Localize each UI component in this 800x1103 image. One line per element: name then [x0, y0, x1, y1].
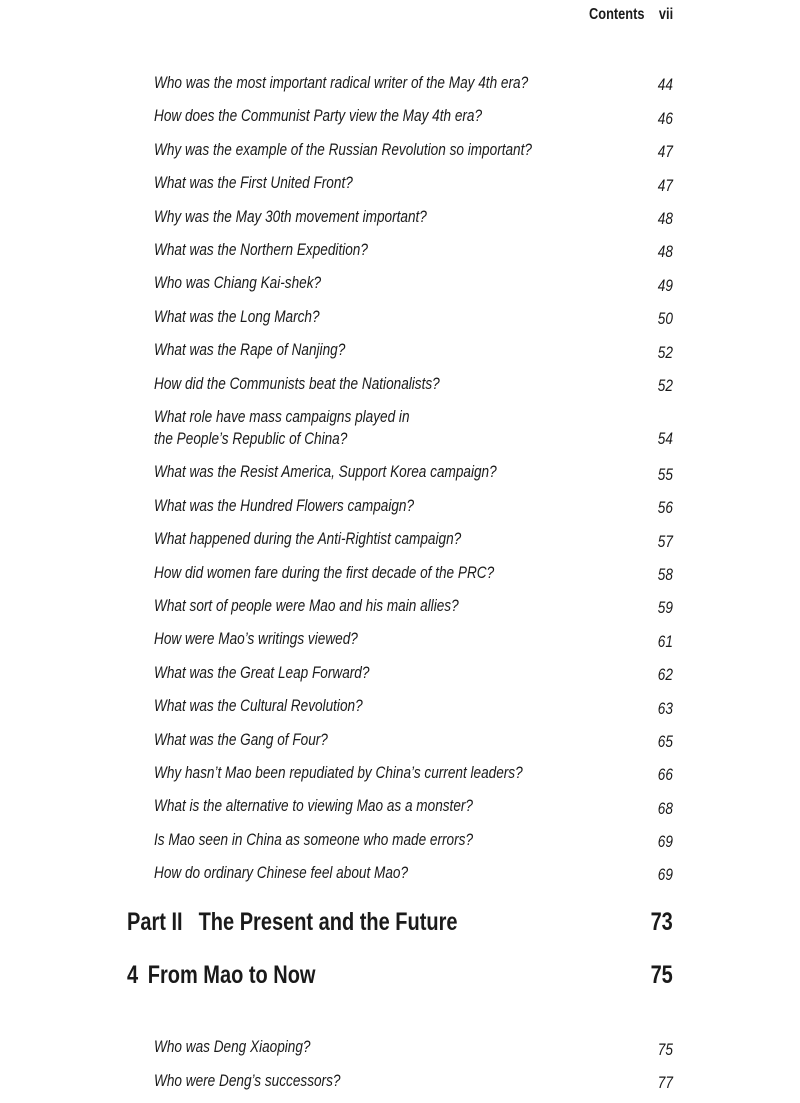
- entry-question: [154, 628, 358, 650]
- entry-question: [154, 172, 353, 194]
- chapter-title: From Mao to Now: [147, 961, 316, 990]
- entry-question: [154, 139, 532, 161]
- entry-question-line: What was the Long March?: [154, 306, 320, 326]
- toc-entry[interactable]: [0, 139, 800, 172]
- entry-question: [154, 1070, 340, 1092]
- entry-page-number: 77: [657, 1073, 673, 1093]
- entry-page-number: 66: [657, 765, 673, 785]
- table-of-contents: [0, 72, 800, 1103]
- entry-question: [154, 862, 408, 884]
- entry-page-number: 68: [657, 798, 673, 818]
- entry-question-line: What was the Great Leap Forward?: [154, 662, 370, 682]
- entry-question-line: What sort of people were Mao and his main allies?: [154, 595, 459, 615]
- toc-entry[interactable]: [0, 1070, 800, 1103]
- page-number: vii: [658, 6, 673, 23]
- toc-entry[interactable]: [0, 1036, 800, 1069]
- toc-entry[interactable]: [0, 105, 800, 138]
- part-page: 73: [650, 908, 673, 937]
- entry-question-line: Why was the example of the Russian Revolution so important?: [154, 139, 532, 159]
- toc-entry[interactable]: [0, 595, 800, 628]
- entry-page-number: 63: [657, 698, 673, 718]
- entry-question: [154, 272, 321, 294]
- entry-question-line: What is the alternative to viewing Mao as a monster?: [154, 796, 473, 816]
- entry-page-number: 54: [657, 429, 673, 449]
- entry-question-line: What happened during the Anti-Rightist campaign?: [154, 529, 462, 549]
- running-header: [589, 6, 673, 24]
- entry-page-number: 69: [657, 865, 673, 885]
- entry-question-line: Who was Deng Xiaoping?: [154, 1037, 311, 1057]
- entry-question-line: How did women fare during the first decade of the PRC?: [154, 562, 495, 582]
- entry-page-number: 47: [657, 175, 673, 195]
- entry-page-number: 47: [657, 142, 673, 162]
- entry-list: [0, 1036, 800, 1103]
- toc-entry[interactable]: [0, 239, 800, 272]
- part-title: The Present and the Future: [198, 908, 458, 937]
- entry-page-number: 48: [657, 242, 673, 262]
- entry-question: [154, 406, 410, 450]
- entry-question: [154, 729, 328, 751]
- entry-question: [154, 1036, 311, 1058]
- toc-entry[interactable]: [0, 495, 800, 528]
- entry-question-line: How do ordinary Chinese feel about Mao?: [154, 863, 409, 883]
- entry-page-number: 52: [657, 375, 673, 395]
- entry-page-number: 57: [657, 531, 673, 551]
- entry-page-number: 48: [657, 208, 673, 228]
- toc-entry[interactable]: [0, 206, 800, 239]
- entry-question-line: Why hasn’t Mao been repudiated by China’s current leaders?: [154, 762, 523, 782]
- toc-entry[interactable]: [0, 528, 800, 561]
- entry-page-number: 56: [657, 498, 673, 518]
- entry-question-line: What was the Gang of Four?: [154, 729, 328, 749]
- entry-question-line: What was the Northern Expedition?: [154, 239, 368, 259]
- entry-question: [154, 306, 320, 328]
- entry-question: [154, 795, 473, 817]
- toc-entry[interactable]: [0, 562, 800, 595]
- toc-entry[interactable]: [0, 729, 800, 762]
- entry-page-number: 69: [657, 832, 673, 852]
- chapter-page: 75: [650, 961, 673, 990]
- entry-question: [154, 206, 427, 228]
- entry-question: [154, 461, 497, 483]
- toc-entry[interactable]: [0, 662, 800, 695]
- entry-question-line: Who was Chiang Kai-shek?: [154, 273, 322, 293]
- toc-entry[interactable]: [0, 829, 800, 862]
- entry-question-line: Is Mao seen in China as someone who made errors?: [154, 829, 474, 849]
- part-heading: [0, 908, 800, 986]
- entry-question: [154, 239, 368, 261]
- entry-question-line: the People’s Republic of China?: [154, 428, 348, 448]
- toc-entry[interactable]: [0, 406, 800, 462]
- entry-question: [154, 105, 482, 127]
- toc-entry[interactable]: [0, 628, 800, 661]
- toc-entry[interactable]: [0, 306, 800, 339]
- entry-page-number: 52: [657, 342, 673, 362]
- entry-page-number: 59: [657, 598, 673, 618]
- toc-entry[interactable]: [0, 762, 800, 795]
- toc-entry[interactable]: [0, 373, 800, 406]
- entry-question: [154, 595, 459, 617]
- entry-question-line: Who were Deng’s successors?: [154, 1070, 341, 1090]
- chapter-number: 4: [127, 961, 139, 990]
- entry-list: [0, 72, 800, 895]
- entry-question-line: What was the Cultural Revolution?: [154, 696, 363, 716]
- toc-entry[interactable]: [0, 339, 800, 372]
- entry-question: [154, 762, 523, 784]
- toc-entry[interactable]: [0, 72, 800, 105]
- entry-question: [154, 495, 414, 517]
- entry-question-line: What was the Resist America, Support Korea campaign?: [154, 462, 497, 482]
- entry-page-number: 46: [657, 108, 673, 128]
- entry-question-line: What was the Hundred Flowers campaign?: [154, 495, 415, 515]
- toc-entry[interactable]: [0, 695, 800, 728]
- entry-page-number: 44: [657, 75, 673, 95]
- entry-page-number: 75: [657, 1039, 673, 1059]
- entry-question-line: What was the First United Front?: [154, 173, 353, 193]
- entry-page-number: 55: [657, 464, 673, 484]
- chapter-heading: [0, 961, 800, 1036]
- entry-question: [154, 339, 345, 361]
- entry-question: [154, 562, 494, 584]
- entry-page-number: 58: [657, 564, 673, 584]
- toc-entry[interactable]: [0, 461, 800, 494]
- entry-question-line: How were Mao’s writings viewed?: [154, 629, 358, 649]
- entry-question-line: What was the Rape of Nanjing?: [154, 340, 346, 360]
- entry-question: [154, 528, 461, 550]
- entry-question-line: What role have mass campaigns played in: [154, 406, 410, 426]
- entry-page-number: 50: [657, 309, 673, 329]
- entry-question-line: Who was the most important radical writer of the May 4th era?: [154, 73, 529, 92]
- toc-entry[interactable]: [0, 862, 800, 895]
- entry-question: [154, 373, 440, 395]
- toc-entry[interactable]: [0, 795, 800, 828]
- toc-entry[interactable]: [0, 272, 800, 305]
- entry-question-line: How does the Communist Party view the May 4th era?: [154, 106, 483, 126]
- entry-question-line: How did the Communists beat the Nationalists?: [154, 373, 440, 393]
- toc-entry[interactable]: [0, 172, 800, 205]
- entry-page-number: 65: [657, 731, 673, 751]
- entry-question: [154, 829, 473, 851]
- part-label: Part II: [127, 908, 183, 937]
- entry-question-line: Why was the May 30th movement important?: [154, 206, 427, 226]
- running-header-section: Contents: [588, 6, 645, 23]
- entry-page-number: 61: [657, 631, 673, 651]
- entry-question: [154, 695, 363, 717]
- entry-question: [154, 72, 528, 94]
- entry-question: [154, 662, 369, 684]
- entry-page-number: 62: [657, 665, 673, 685]
- entry-page-number: 49: [657, 275, 673, 295]
